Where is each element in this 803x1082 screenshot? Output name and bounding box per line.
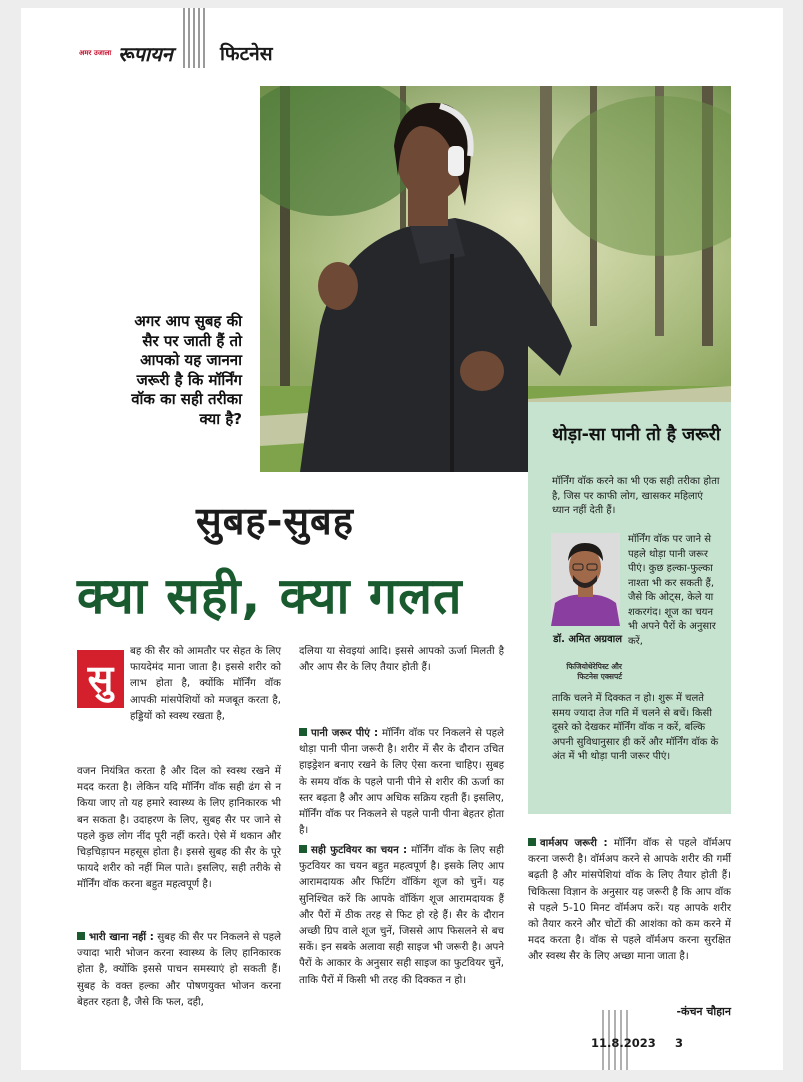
text-water: मॉर्निंग वॉक पर निकलने से पहले थोड़ा पानी पीना जरूरी है। शरीर में सैर के दौरान उचित हाइड्रेशन बनाए रखने के लिए ऐसा करना चाहिए। सुबह के समय वॉक के पहले पानी पीने से शरीर की ऊर्जा का स्तर बढ़ता है और आप अधिक सक्रिय रहती हैं। इसलिए, मॉर्निंग वॉक पर निकलने से पहले पानी पीना बेहतर होता है। bbox=[299, 728, 504, 837]
article-heavy-food bbox=[77, 930, 281, 1011]
byline: -कंचन चौहान bbox=[676, 1005, 731, 1018]
article-col1-body: वजन नियंत्रित करता है और दिल को स्वस्थ रखने में मदद करता है। लेकिन यदि मॉर्निंग वॉक सही ढंग से न किया जाए तो यह हमारे स्वास्थ्य के लिए हानिकारक भी बन सकता है। उदाहरण के लिए, सुबह सैर पर जाने से पहले कुछ लोग नींद पूरी नहीं करते। ऐसे में थकान और चिड़चिड़ापन महसूस होता है। इससे सुबह की सैर के पूरे फायदे शरीर को नहीं मिल पाते। इसलिए, सही तरीके से मॉर्निंग वॉक करना बहुत महत्वपूर्ण है। bbox=[77, 766, 281, 891]
brand-name: रूपायन bbox=[118, 42, 173, 66]
doctor-photo bbox=[551, 533, 620, 626]
gutter-bars-top bbox=[183, 8, 205, 68]
brand-small: अमर उजाला bbox=[79, 49, 112, 57]
sidebar-text-bottom: ताकि चलने में दिक्कत न हो। शुरू में चलते समय ज्यादा तेज गति में चलने से बचें। किसी दूसरे को देखकर मॉर्निंग वॉक न करें, बल्कि अपनी सुविधानुसार ही करें और मॉर्निंग वॉक के अंत में भी थोड़ा पानी जरूर पीएं। bbox=[552, 693, 719, 762]
bullet-square-icon bbox=[77, 932, 85, 940]
article-col2-intro: दलिया या सेवइयां आदि। इससे आपको ऊर्जा मिलती है और आप सैर के लिए तैयार होती हैं। bbox=[299, 646, 504, 674]
intro-question: अगर आप सुबह की सैर पर जाती हैं तो आपको यह जानना जरूरी है कि मॉर्निंग वॉक का सही तरीका क्या है? bbox=[131, 312, 242, 428]
text-warmup: मॉर्निंग वॉक से पहले वॉर्मअप करना जरूरी है। वॉर्मअप करने से आपके शरीर की गर्मी बढ़ती है और मांसपेशियां वॉक के लिए तैयार होती हैं। चिकित्सा विज्ञान के अनुसार यह जरूरी है कि आप वॉक से पहले 5-10 मिनट वॉर्मअप करें। यह आपके शरीर को तैयार करने और चोटों की आशंका को कम करने में मदद करता है। वॉक से पहले वॉर्मअप करना सुरक्षित और स्वस्थ सैर के लिए अच्छा माना जाता है। bbox=[528, 838, 731, 963]
doctor-title: फिजियोथेरेपिस्ट और फिटनेस एक्सपर्ट bbox=[566, 662, 622, 681]
page-number: 3 bbox=[675, 1036, 684, 1050]
article-footwear bbox=[299, 843, 504, 989]
subhead-heavy-food: भारी खाना नहीं : bbox=[89, 932, 154, 943]
section-title: फिटनेस bbox=[220, 43, 273, 65]
article-water bbox=[299, 726, 504, 839]
sidebar-text-top: मॉर्निंग वॉक करने का भी एक सही तरीका होता है, जिस पर काफी लोग, खासकर महिलाएं ध्यान नहीं देती हैं। bbox=[552, 476, 720, 516]
text-footwear: मॉर्निंग वॉक के लिए सही फुटवियर का चयन बहुत महत्वपूर्ण है। इसके लिए आप आरामदायक और फिटिंग वॉकिंग शूज को चुनें। यह सुनिश्चित करें कि आपके वॉकिंग शूज आरामदायक हैं और पैरों में ठीक तरह से फिट हो रहे हैं। सैर के दौरान अच्छी ग्रिप वाले शूज चुनें, जिससे आप फिसलने से बच सकें। इन सबके अलावा सही साइज भी जरूरी है। अपने पैरों के आकार के अनुसार सही साइज का फुटवियर चुनें, ताकि पैरों में किसी भी तरह की दिक्कत न हो। bbox=[299, 845, 505, 986]
subhead-warmup: वार्मअप जरूरी : bbox=[540, 838, 608, 849]
text-heavy-food: सुबह की सैर पर निकलने से पहले ज्यादा भारी भोजन करना स्वास्थ्य के लिए हानिकारक होता है, क्योंकि इससे पाचन समस्याएं हो सकती हैं। सुबह के वक्त हल्का और पोषणयुक्त भोजन करना बेहतर रहता है, जैसे कि फल, दही, bbox=[77, 932, 281, 1008]
doctor-name: डॉ. अमित अग्रवाल bbox=[553, 634, 622, 645]
headline-line2: क्या सही, क्या गलत bbox=[77, 567, 463, 625]
bullet-square-icon bbox=[299, 845, 307, 853]
subhead-water: पानी जरूर पीएं : bbox=[311, 728, 379, 739]
bullet-square-icon bbox=[528, 838, 536, 846]
dropcap: सु bbox=[77, 650, 124, 708]
sidebar-text-right: मॉर्निंग वॉक पर जाने से पहले थोड़ा पानी जरूर पीएं। कुछ हल्का-फुल्का नाश्ता भी कर सकती हैं, जैसे कि ओट्स, केले या शकरगंद। शूज का चयन भी अपने पैरों के अनुसार करें, bbox=[628, 534, 716, 647]
subhead-footwear: सही फुटवियर का चयन : bbox=[311, 845, 408, 856]
sidebar-title: थोड़ा-सा पानी तो है जरूरी bbox=[552, 425, 721, 445]
article-col1-intro: बह की सैर को आमतौर पर सेहत के लिए फायदेमंद माना जाता है। इससे शरीर को लाभ होता है, क्योंकि मॉर्निंग वॉक आपकी मांसपेशियों को मजबूत करता है, हड्डियों को स्वस्थ रखता है, bbox=[130, 646, 281, 722]
bullet-square-icon bbox=[299, 728, 307, 736]
article-warmup bbox=[528, 836, 731, 966]
issue-date: 11.8.2023 bbox=[591, 1036, 656, 1050]
headline-line1: सुबह-सुबह bbox=[196, 499, 354, 543]
